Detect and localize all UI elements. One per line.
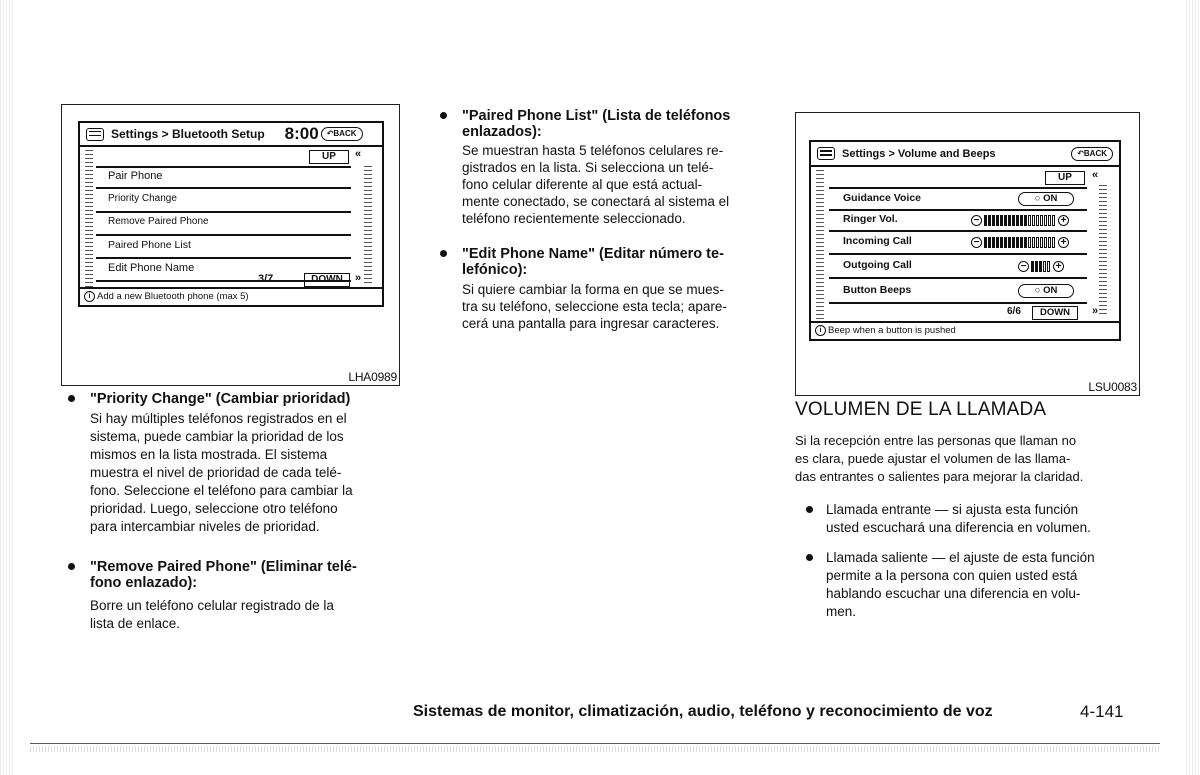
volume-segment — [1032, 237, 1035, 248]
menu-icon — [817, 147, 835, 160]
volume-segment — [1044, 215, 1047, 226]
volume-segment — [1016, 215, 1019, 226]
bullet-icon — [440, 112, 447, 119]
figure-volume-and-beeps — [795, 112, 1140, 396]
screen-title-bar — [811, 142, 1119, 167]
volume-segment — [1035, 261, 1038, 272]
section-heading: VOLUMEN DE LA LLAMADA — [795, 399, 1047, 420]
scroll-down-icon[interactable]: » — [1092, 305, 1099, 317]
plus-icon[interactable]: + — [1053, 261, 1064, 272]
left-scroll-decoration — [816, 169, 824, 319]
volume-segment — [996, 237, 999, 248]
outgoing-volume-bar — [1031, 261, 1051, 272]
ringer-volume-control[interactable] — [971, 213, 1069, 227]
ringer-volume-bar — [984, 215, 1056, 226]
priority-change-heading: "Priority Change" (Cambiar prioridad) — [90, 391, 351, 407]
scroll-up-icon[interactable]: « — [1092, 169, 1099, 181]
volume-segment — [1032, 215, 1035, 226]
scroll-up-icon[interactable]: « — [355, 148, 362, 160]
paired-phone-list-heading: "Paired Phone List" (Lista de teléfonos enlazados): — [462, 108, 731, 140]
clock: 8:00 — [284, 124, 319, 143]
volume-segment — [1031, 261, 1034, 272]
back-button[interactable]: ↶BACK — [321, 127, 363, 141]
volume-segment — [1048, 237, 1051, 248]
info-icon: i — [815, 325, 826, 336]
menu-item-priority-change[interactable]: Priority Change — [108, 193, 177, 204]
left-scroll-decoration — [85, 147, 93, 287]
plus-icon[interactable]: + — [1058, 215, 1069, 226]
bullet-icon — [806, 554, 813, 561]
up-button[interactable]: UP — [1045, 171, 1085, 185]
up-button[interactable]: UP — [309, 150, 349, 164]
incoming-call-volume-control[interactable] — [971, 235, 1069, 249]
row-label-ringer-vol: Ringer Vol. — [843, 213, 898, 225]
volume-segment — [992, 215, 995, 226]
scan-noise — [0, 0, 14, 775]
row-label-outgoing-call: Outgoing Call — [843, 259, 912, 271]
volume-segment — [1028, 215, 1031, 226]
screen-title: Settings > Volume and Beeps — [842, 147, 996, 160]
volume-segment — [1000, 215, 1003, 226]
row-label-button-beeps: Button Beeps — [843, 284, 912, 296]
volume-segment — [1012, 215, 1015, 226]
menu-icon — [86, 128, 104, 141]
incoming-volume-bar — [984, 237, 1056, 248]
volume-segment — [1043, 261, 1046, 272]
screen-hint: i Beep when a button is pushed — [811, 321, 1119, 339]
outgoing-call-text: Llamada saliente — el ajuste de esta función permite a la persona con quien usted está hablando escuchar una diferencia en volu- men. — [826, 550, 1095, 619]
volume-segment — [1039, 261, 1042, 272]
down-button[interactable]: DOWN — [304, 273, 350, 287]
figure-label: LSU0083 — [1088, 380, 1137, 394]
outgoing-call-volume-control[interactable] — [1018, 259, 1064, 273]
bottom-rule — [30, 743, 1160, 744]
menu-item-paired-phone-list[interactable]: Paired Phone List — [108, 239, 191, 251]
guidance-voice-toggle[interactable]: ○ ON — [1018, 192, 1074, 206]
section-intro: Si la recepción entre las personas que llaman no es clara, puede ajustar el volumen de las llama- das entrantes o salientes para mejorar la claridad. — [795, 433, 1084, 484]
volume-segment — [1044, 237, 1047, 248]
volume-segment — [1024, 237, 1027, 248]
edit-phone-name-text: Si quiere cambiar la forma en que se mues- tra su teléfono, seleccione esta tecla; apare- cerá una pantalla para ingresar caracteres. — [462, 282, 727, 331]
volume-segment — [1020, 237, 1023, 248]
bullet-icon — [68, 563, 75, 570]
incoming-call-text: Llamada entrante — si ajusta esta función usted escuchará una diferencia en volumen. — [826, 502, 1091, 535]
bullet-icon — [806, 506, 813, 513]
volume-segment — [1052, 215, 1055, 226]
screen-title-bar — [80, 123, 382, 147]
volume-segment — [1040, 215, 1043, 226]
bluetooth-setup-screen — [78, 121, 384, 307]
right-scroll-decoration — [1099, 184, 1107, 314]
scroll-down-icon[interactable]: » — [355, 272, 362, 284]
remove-paired-phone-text: Borre un teléfono celular registrado de la lista de enlace. — [90, 598, 334, 631]
volume-segment — [1012, 237, 1015, 248]
edit-phone-name-heading: "Edit Phone Name" (Editar número te- lefónico): — [462, 246, 724, 278]
volume-segment — [992, 237, 995, 248]
bullet-icon — [68, 395, 75, 402]
volume-segment — [988, 237, 991, 248]
page-number: 4-141 — [1080, 702, 1124, 721]
row-label-guidance-voice: Guidance Voice — [843, 192, 921, 204]
plus-icon[interactable]: + — [1058, 237, 1069, 248]
figure-bluetooth-setup — [61, 104, 400, 386]
volume-segment — [988, 215, 991, 226]
volume-segment — [1052, 237, 1055, 248]
bullet-icon — [440, 250, 447, 257]
back-button[interactable]: ↶BACK — [1071, 147, 1113, 161]
button-beeps-toggle[interactable]: ○ ON — [1018, 284, 1074, 298]
scan-noise — [30, 746, 1160, 752]
menu-item-edit-phone-name[interactable]: Edit Phone Name — [108, 262, 195, 274]
volume-segment — [1024, 215, 1027, 226]
right-scroll-decoration — [364, 163, 372, 283]
volume-segment — [1036, 237, 1039, 248]
down-button[interactable]: DOWN — [1032, 306, 1078, 320]
volume-segment — [984, 237, 987, 248]
volume-segment — [996, 215, 999, 226]
page-indicator: 6/6 — [1007, 306, 1021, 317]
page-footer-title: Sistemas de monitor, climatización, audio, teléfono y reconocimiento de voz — [413, 703, 993, 720]
info-icon: i — [84, 291, 95, 302]
screen-title: Settings > Bluetooth Setup — [111, 127, 265, 141]
volume-segment — [1047, 261, 1050, 272]
volume-segment — [1000, 237, 1003, 248]
volume-segment — [1016, 237, 1019, 248]
scan-noise — [1186, 0, 1200, 775]
volume-segment — [1040, 237, 1043, 248]
volume-segment — [1036, 215, 1039, 226]
priority-change-text: Si hay múltiples teléfonos registrados en el sistema, puede cambiar la prioridad de los mismos en la lista mostrada. El sistema muestra el nivel de prioridad de cada telé- fono. Seleccione el teléfono para cambiar la prioridad. Luego, seleccione otro teléfono para intercambiar niveles de prioridad. — [90, 411, 353, 534]
minus-icon[interactable]: − — [971, 237, 982, 248]
figure-label: LHA0989 — [348, 370, 397, 384]
volume-segment — [1008, 215, 1011, 226]
volume-segment — [1048, 215, 1051, 226]
row-label-incoming-call: Incoming Call — [843, 235, 912, 247]
paired-phone-list-text: Se muestran hasta 5 teléfonos celulares re- gistrados en la lista. Si selecciona un telé- fono celular diferente al que está actual- mente conectado, se conectará al sistema el teléfono recientemente seleccionado. — [462, 143, 730, 226]
menu-item-remove-paired-phone[interactable]: Remove Paired Phone — [108, 216, 209, 227]
menu-item-pair-phone[interactable]: Pair Phone — [108, 170, 163, 182]
volume-segment — [1004, 237, 1007, 248]
volume-segment — [1004, 215, 1007, 226]
minus-icon[interactable]: − — [1018, 261, 1029, 272]
volume-segment — [1020, 215, 1023, 226]
volume-segment — [1008, 237, 1011, 248]
remove-paired-phone-heading: "Remove Paired Phone" (Eliminar telé- fono enlazado): — [90, 559, 357, 591]
volume-segment — [1028, 237, 1031, 248]
volume-segment — [984, 215, 987, 226]
minus-icon[interactable]: − — [971, 215, 982, 226]
screen-hint: i Add a new Bluetooth phone (max 5) — [80, 287, 382, 305]
volume-beeps-screen — [809, 140, 1121, 341]
page-indicator: 3/7 — [258, 273, 274, 285]
